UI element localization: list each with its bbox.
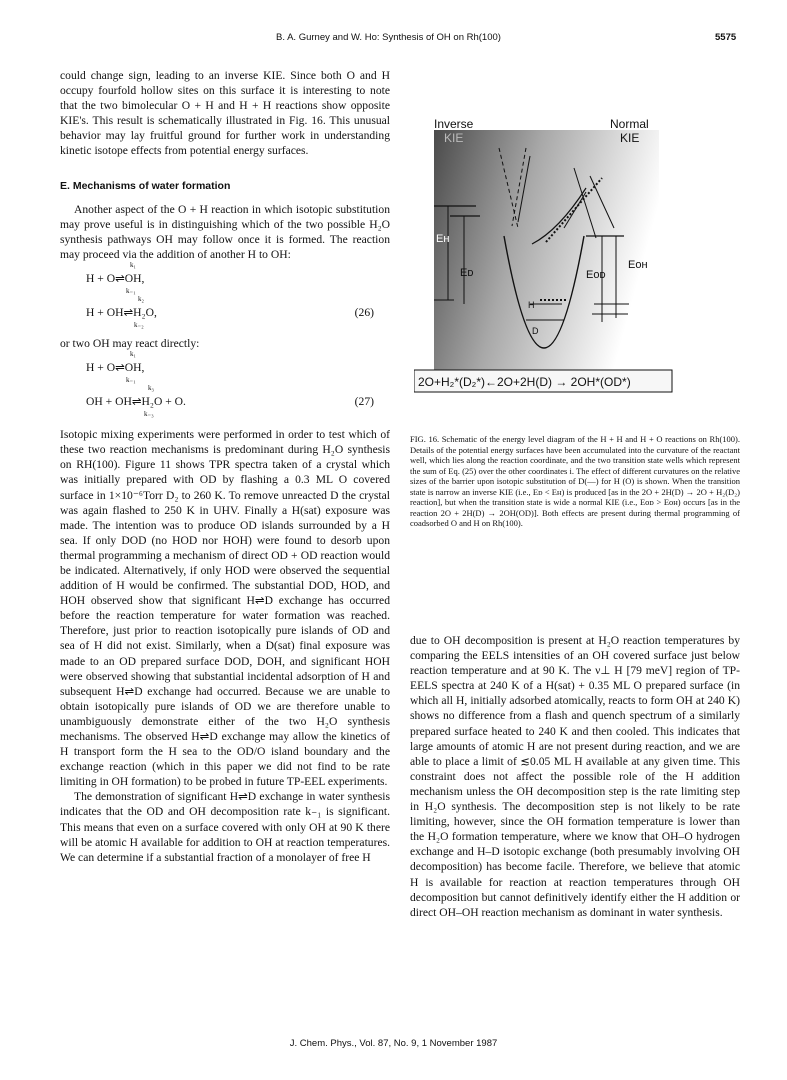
label-eh: Eʜ [436, 233, 450, 245]
running-title: B. A. Gurney and W. Ho: Synthesis of OH on Rh(100) [276, 32, 501, 43]
paragraph-isotopic-mixing: Isotopic mixing experiments were performed in order to test which of these two reaction mechanisms is predominant during H₂O synthesis on RH(100). Figure 11 shows TPR spectra taken of a crystal which was initially prepared with OD by flashing a 0.3 ML O covered surface in 1×10⁻⁶Torr D₂ to 260 K. To remove unreacted D the crystal was again flashed to 250 K in UHV. Finally a H(sat) exposure was made. The intention was to produce OD islands surrounded by a H sea. If only DOD (no HOD nor HOH) were found to desorb upon thermal programming a mechanism of direct OD + OD reaction would be indicated. Alternatively, if only HOD were observed the sequential addition of H would be confirmed. The substantial DOD, HOD, and HOH observed show that significant H⇌D exchange has occurred before the reaction temperature for water formation was reached. Therefore, just prior to reaction isotopically pure islands of OD and sea of H did not exist. Similarly, when a D(sat) final exposure was made to an OD prepared surface DOD, DOH, and significant HOH were observed showing that substantial incidental adsorption of H and subsequent H⇌D exchange had occurred. Because we are unable to obtain isotopically pure islands of OD we are therefore unable to unambiguously demonstrate either of the two H₂O synthesis mechanisms. The observed H⇌D exchange may allow the kinetics of H transport form the H sea to the OD/O island boundary and the exchange reaction (which in this paper we did not find to be rate limiting in OH formation) to be probed in future TP-EEL experiments. [60, 428, 390, 789]
paragraph-exchange: The demonstration of significant H⇌D exchange in water synthesis indicates that the OD and OH decomposition rate k₋₁ is significant. This means that even on a surface covered with only OH at 90 K there will be atomic H available for addition to OH at reaction temperatures. We can determine if a substantial fraction of a monolayer of free H [60, 790, 390, 864]
label-d: D [532, 326, 539, 336]
rate-constant-k-2: k₋₂ [134, 321, 144, 330]
equation-text: H + O⇌OH, [86, 272, 145, 286]
or-line: or two OH may react directly: [60, 337, 200, 351]
paragraph-mechanisms: Another aspect of the O + H reaction in which isotopic substitution may prove useful is in distinguishing which of the two possible H₂O synthesis pathways OH may follow once it is formed. The reaction may proceed via the addition of another H to OH: [60, 202, 390, 261]
rate-constant-k3: k₃ [148, 384, 154, 393]
rate-constant-k2: k₂ [138, 295, 144, 304]
figure-16-energy-diagram [414, 108, 674, 398]
equation-text: H + OH⇌H₂O, [86, 306, 157, 320]
equation-27b [60, 385, 390, 419]
reaction-bar-text: 2O+H₂*(D₂*)←2O+2H(D) → 2OH*(OD*) [418, 375, 631, 389]
label-eod: Eᴏᴅ [586, 269, 606, 281]
equation-text: H + O⇌OH, [86, 361, 145, 375]
caption-text: FIG. 16. Schematic of the energy level diagram of the H + H and H + O reactions on Rh(100). Details of the potential energy surfaces have been accumulated into the curvature of the reactant well, which lies along the reaction coordinate, and the two transition state wells which represent the sum of Eq. (25) over the other coordinates i. The effect of different curvatures on the relative sizes of the barrier upon isotopic substitution of D(—) for H (O) is shown. When the transition state is narrow an inverse KIE (i.e., Eᴅ < Eʜ) is produced [as in the 2O + 2H(D) → 2O + H₂(D₂) reaction], but when the transition state is wide a normal KIE (i.e., Eᴏᴅ > Eᴏʜ) occurs [as in the reaction 2O + 2H(D) → 2OH(OD)]. Both effects are present during thermal programming of coadsorbed O and H on Rh(100). [410, 434, 740, 528]
equation-text: OH + OH⇌H₂O + O. [86, 395, 186, 409]
journal-footer: J. Chem. Phys., Vol. 87, No. 9, 1 November 1987 [289, 1038, 498, 1049]
label-kie-right: KIE [620, 131, 640, 145]
figure-caption [410, 434, 740, 529]
rate-constant-k1: k₁ [130, 261, 136, 270]
rate-constant-k-1: k₋₁ [126, 287, 136, 296]
equation-26a [60, 262, 390, 296]
label-normal: Normal [610, 117, 649, 131]
rate-constant-k1: k₁ [130, 350, 136, 359]
equation-26b [60, 296, 390, 330]
label-ed: Eᴅ [460, 267, 474, 279]
label-h: H [528, 300, 535, 310]
equation-27a [60, 351, 390, 385]
gradient-background [434, 130, 659, 378]
label-eoh: Eᴏʜ [628, 259, 648, 271]
left-column [60, 68, 390, 865]
rate-constant-k-1: k₋₁ [126, 376, 136, 385]
rate-constant-k-3: k₋₃ [144, 410, 154, 419]
right-column [410, 633, 740, 920]
label-inverse: Inverse [434, 117, 474, 131]
intro-paragraph: could change sign, leading to an inverse KIE. Since both O and H occupy fourfold hollow sites on this surface it is interesting to note that the two bimolecular O + H and H + H reactions show opposite KIE's. This result is schematically illustrated in Fig. 16. This unusual behavior may lay fruitful ground for further work in understanding kinetic isotope effects from potential energy surfaces. [60, 69, 390, 158]
page-number: 5575 [715, 32, 737, 43]
section-heading: E. Mechanisms of water formation [60, 179, 231, 192]
right-column-text: due to OH decomposition is present at H₂O reaction temperatures by comparing the EELS intensities of an OH covered surface just below reaction temperature and at 90 K. The ν⊥ H [79 meV] region of TP-EELS spectra at 240 K of a H(sat) + 0.35 ML O prepared surface (in which all H, initially adsorbed atomically, reacts to form OH at 240 K) shows no difference from a flash and quench spectrum of a similarly prepared surface heated to 240 K and then cooled. This indicates that large amounts of atomic H are not present during reaction, and we are able to place a limit of ≲0.05 ML H available at any given time. This constraint does not affect the possible role of the H addition mechanism unless the OH decomposition step is the rate limiting step in H₂O synthesis. The decomposition step is not likely to be rate limiting, however, since the OH formation temperature is lower than the H₂O formation temperature, where we know that OH–O hydrogen exchange and H–D isotopic exchange (both presumably involving OH decomposition) has become facile. Therefore, we believe that atomic H is available for reaction at reaction temperatures through OH decomposition but cannot definitively identify either the H addition or direct OH–OH reaction mechanism as dominant in water synthesis. [410, 634, 740, 919]
label-kie-left: KIE [444, 131, 464, 145]
equation-number: (27) [354, 395, 374, 409]
equation-number: (26) [354, 306, 374, 320]
